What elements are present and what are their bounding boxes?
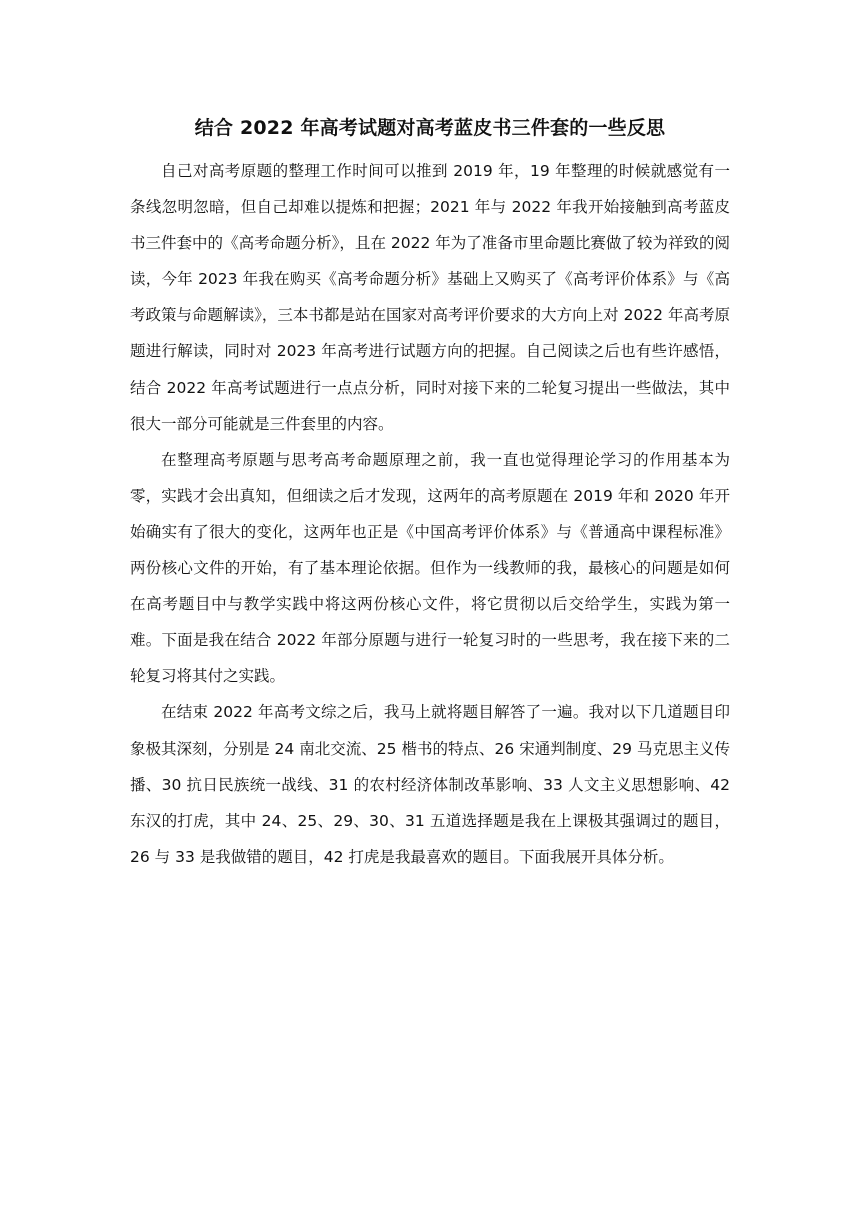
document-title: 结合 2022 年高考试题对高考蓝皮书三件套的一些反思 [194, 117, 666, 139]
paragraph-3: 在结束 2022 年高考文综之后，我马上就将题目解答了一遍。我对以下几道题目印象极其深刻，分别是 24 南北交流、25 楷书的特点、26 宋通判制度、29 马克思主义传播、30 抗日民族统一战线、31 的农村经济体制改革影响、33 人文主义思想影响、42 东汉的打虎，其中 24、25、29、30、31 五道选择题是我在上课极其强调过的题目，26 与 33 是我做错的题目，42 打虎是我最喜欢的题目。下面我展开具体分析。 [130, 703, 730, 866]
document-body [130, 153, 730, 875]
paragraph-1: 自己对高考原题的整理工作时间可以推到 2019 年，19 年整理的时候就感觉有一条线忽明忽暗，但自己却难以提炼和把握；2021 年与 2022 年我开始接触到高考蓝皮书三件套中的《高考命题分析》，且在 2022 年为了准备市里命题比赛做了较为祥致的阅读，今年 2023 年我在购买《高考命题分析》基础上又购买了《高考评价体系》与《高考政策与命题解读》，三本书都是站在国家对高考评价要求的大方向上对 2022 年高考原题进行解读，同时对 2023 年高考进行试题方向的把握。自己阅读之后也有些许感悟，结合 2022 年高考试题进行一点点分析，同时对接下来的二轮复习提出一些做法，其中很大一部分可能就是三件套里的内容。 [130, 162, 730, 433]
paragraph-2: 在整理高考原题与思考高考命题原理之前，我一直也觉得理论学习的作用基本为零，实践才会出真知，但细读之后才发现，这两年的高考原题在 2019 年和 2020 年开始确实有了很大的变化，这两年也正是《中国高考评价体系》与《普通高中课程标准》两份核心文件的开始，有了基本理论依据。但作为一线教师的我，最核心的问题是如何在高考题目中与教学实践中将这两份核心文件，将它贯彻以后交给学生，实践为第一难。下面是我在结合 2022 年部分原题与进行一轮复习时的一些思考，我在接下来的二轮复习将其付之实践。 [130, 450, 730, 686]
